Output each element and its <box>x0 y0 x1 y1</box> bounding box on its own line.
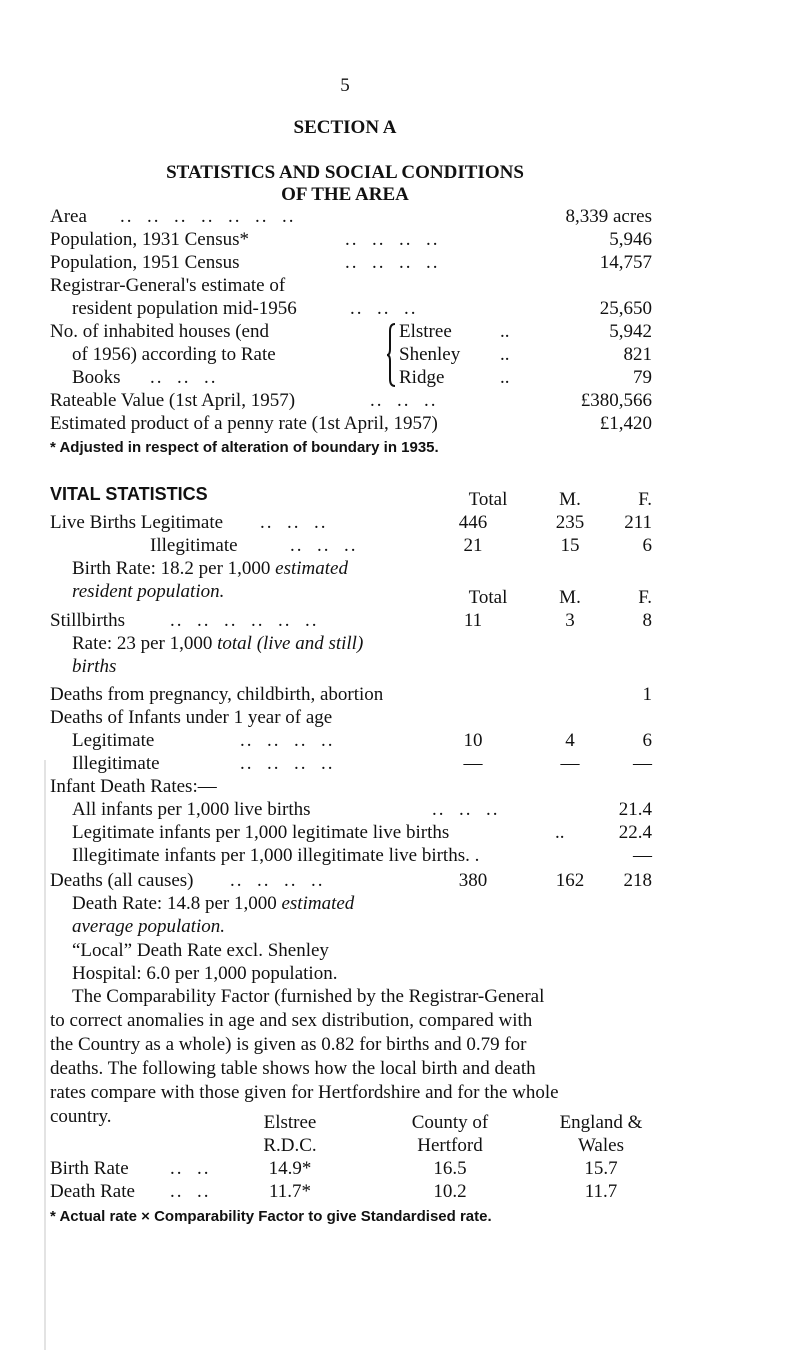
stillbirths-total: 11 <box>463 610 483 631</box>
leader-dots: .. .. .. .. <box>230 870 325 891</box>
deaths-m: 162 <box>555 870 585 891</box>
houses-value-ridge: 79 <box>633 367 652 388</box>
houses-value-elstree: 5,942 <box>609 321 652 342</box>
local-death-rate-1: “Local” Death Rate excl. Shenley <box>72 940 329 961</box>
paragraph-line: deaths. The following table shows how the local birth and death <box>50 1058 536 1079</box>
birth-rate-line2: resident population. <box>72 581 225 602</box>
col-total-header: Total <box>468 489 508 510</box>
birth-rate-england: 15.7 <box>584 1158 618 1179</box>
live-leg-total: 446 <box>458 512 488 533</box>
table-footnote: * Actual rate × Comparability Factor to give Standardised rate. <box>50 1208 492 1225</box>
maternal-deaths-label: Deaths from pregnancy, childbirth, abortion <box>50 684 384 705</box>
infant-illeg-total: — <box>463 753 483 774</box>
rg-estimate-label: Registrar-General's estimate of <box>50 275 286 296</box>
leader-dots: .. <box>500 344 510 365</box>
death-rate-county: 10.2 <box>433 1181 467 1202</box>
leader-dots: .. .. .. <box>290 535 358 556</box>
stillbirths-m: 3 <box>565 610 575 631</box>
birth-rate-county: 16.5 <box>433 1158 467 1179</box>
still-rate-text: Rate: 23 per 1,000 total (live and still) <box>72 633 364 654</box>
col-england-header: England & <box>559 1112 643 1133</box>
leader-dots: .. .. <box>170 1181 211 1202</box>
infant-deaths-label: Deaths of Infants under 1 year of age <box>50 707 333 728</box>
rg-estimate-value: 25,650 <box>599 298 652 319</box>
leader-dots: .. .. .. .. .. .. <box>170 610 319 631</box>
pop-1951-label: Population, 1951 Census <box>50 252 240 273</box>
pop-1951-value: 14,757 <box>599 252 652 273</box>
leader-dots: .. <box>555 822 565 843</box>
idr-heading: Infant Death Rates:— <box>50 776 217 797</box>
pop-1931-value: 5,946 <box>609 229 652 250</box>
local-death-rate-2: Hospital: 6.0 per 1,000 population. <box>72 963 338 984</box>
houses-place-elstree: Elstree <box>399 321 452 342</box>
pop-1931-label: Population, 1931 Census* <box>50 229 249 250</box>
paragraph-line: The Comparability Factor (furnished by the Registrar-General <box>72 986 545 1007</box>
col-total-header-2: Total <box>468 587 508 608</box>
col-england-header-2: Wales <box>578 1135 624 1156</box>
paragraph-line: rates compare with those given for Hertfordshire and for the whole <box>50 1082 559 1103</box>
leader-dots: .. .. .. .. <box>240 753 335 774</box>
rg-estimate-label-2: resident population mid-1956 <box>72 298 297 319</box>
leader-dots: .. .. .. <box>432 799 500 820</box>
col-f-header-2: F. <box>638 587 652 608</box>
infant-leg-total: 10 <box>463 730 483 751</box>
live-leg-f: 211 <box>624 512 652 533</box>
paragraph-line: the Country as a whole) is given as 0.82 for births and 0.79 for <box>50 1034 527 1055</box>
deaths-label: Deaths (all causes) <box>50 870 194 891</box>
leader-dots: .. .. .. .. .. .. .. <box>120 206 296 227</box>
vital-heading: VITAL STATISTICS <box>50 484 208 504</box>
infant-illeg-f: — <box>633 753 652 774</box>
infant-leg-label: Legitimate <box>72 730 155 751</box>
leader-dots: .. .. .. .. <box>345 252 440 273</box>
houses-label-3: Books <box>72 367 121 388</box>
houses-place-shenley: Shenley <box>399 344 461 365</box>
stillbirths-label: Stillbirths <box>50 610 125 631</box>
infant-leg-f: 6 <box>642 730 652 751</box>
still-rate-line2: births <box>72 656 117 677</box>
leader-dots: .. .. .. .. <box>345 229 440 250</box>
deaths-f: 218 <box>623 870 652 891</box>
col-county-header-2: Hertford <box>417 1135 483 1156</box>
houses-label-2: of 1956) according to Rate <box>72 344 276 365</box>
idr-leg-value: 22.4 <box>618 822 652 843</box>
death-rate-row-label: Death Rate <box>50 1181 135 1202</box>
maternal-deaths-value: 1 <box>642 684 652 705</box>
col-elstree-header: Elstree <box>263 1112 317 1133</box>
col-elstree-header-2: R.D.C. <box>263 1135 317 1156</box>
page-number: 5 <box>340 75 350 96</box>
leader-dots: .. <box>500 321 510 342</box>
infant-illeg-label: Illegitimate <box>72 753 160 774</box>
infant-leg-m: 4 <box>565 730 575 751</box>
rateable-label: Rateable Value (1st April, 1957) <box>50 390 296 411</box>
rateable-value: £380,566 <box>580 390 652 411</box>
page-title: STATISTICS AND SOCIAL CONDITIONS <box>166 162 524 183</box>
live-births-label: Live Births Legitimate <box>50 512 224 533</box>
leader-dots: .. .. .. .. <box>240 730 335 751</box>
death-rate-elstree: 11.7* <box>268 1181 312 1202</box>
idr-illeg-value: — <box>633 845 652 866</box>
idr-all-value: 21.4 <box>618 799 652 820</box>
col-m-header: M. <box>559 489 581 510</box>
stillbirths-f: 8 <box>642 610 652 631</box>
page-subtitle: OF THE AREA <box>281 184 409 205</box>
live-illeg-f: 6 <box>642 535 652 556</box>
paragraph-line: country. <box>50 1106 112 1127</box>
death-rate-england: 11.7 <box>584 1181 618 1202</box>
deaths-total: 380 <box>458 870 488 891</box>
live-illeg-total: 21 <box>463 535 483 556</box>
birth-rate-text: Birth Rate: 18.2 per 1,000 estimated <box>72 558 348 579</box>
live-illeg-m: 15 <box>560 535 580 556</box>
houses-value-shenley: 821 <box>623 344 652 365</box>
penny-rate-label: Estimated product of a penny rate (1st April, 1957) <box>50 413 438 434</box>
live-illeg-label: Illegitimate <box>150 535 238 556</box>
leader-dots: .. .. .. <box>150 367 218 388</box>
leader-dots: .. .. .. <box>370 390 438 411</box>
live-leg-m: 235 <box>555 512 585 533</box>
col-f-header: F. <box>638 489 652 510</box>
page-edge-shadow <box>44 760 46 1350</box>
leader-dots: .. .. <box>170 1158 211 1179</box>
penny-rate-value: £1,420 <box>599 413 652 434</box>
infant-illeg-m: — <box>560 753 580 774</box>
section-heading: SECTION A <box>293 117 397 138</box>
area-value: 8,339 acres <box>565 206 652 227</box>
col-county-header: County of <box>411 1112 489 1133</box>
death-rate-text: Death Rate: 14.8 per 1,000 estimated <box>72 893 355 914</box>
col-m-header-2: M. <box>559 587 581 608</box>
idr-illeg-label: Illegitimate infants per 1,000 illegitimate live births. . <box>72 845 480 866</box>
idr-leg-label: Legitimate infants per 1,000 legitimate live births <box>72 822 450 843</box>
houses-place-ridge: Ridge <box>399 367 445 388</box>
birth-rate-row-label: Birth Rate <box>50 1158 129 1179</box>
houses-label-1: No. of inhabited houses (end <box>50 321 269 342</box>
leader-dots: .. .. .. <box>350 298 418 319</box>
idr-all-label: All infants per 1,000 live births <box>72 799 311 820</box>
leader-dots: .. .. .. <box>260 512 328 533</box>
brace-icon <box>386 323 396 387</box>
area-label: Area <box>50 206 87 227</box>
death-rate-line2: average population. <box>72 916 226 937</box>
paragraph-line: to correct anomalies in age and sex distribution, compared with <box>50 1010 533 1031</box>
area-footnote: * Adjusted in respect of alteration of boundary in 1935. <box>50 439 439 456</box>
birth-rate-elstree: 14.9* <box>268 1158 312 1179</box>
leader-dots: .. <box>500 367 510 388</box>
